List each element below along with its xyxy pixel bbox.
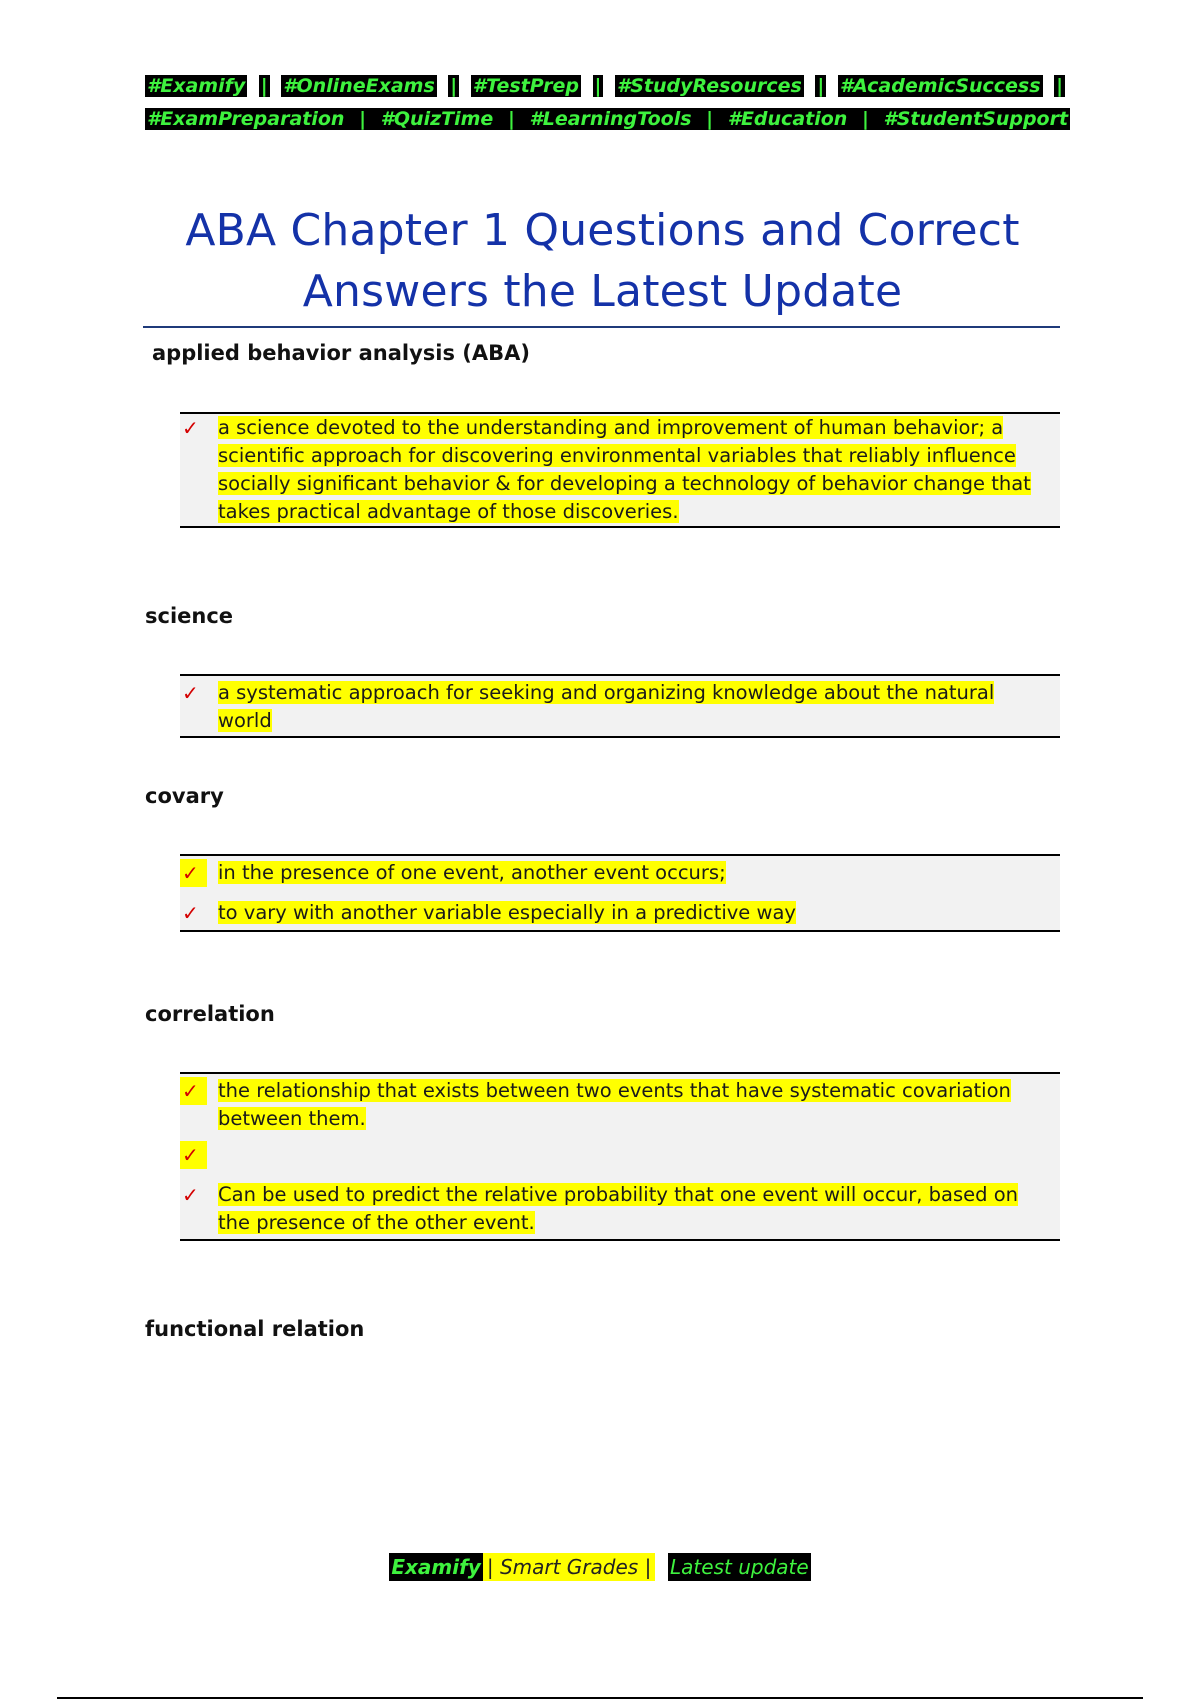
footer-brand: Examify xyxy=(391,1555,481,1579)
hashtag-line-1 xyxy=(145,70,1065,103)
hashtag: #ExamPreparation xyxy=(147,108,345,130)
hashtag: #TestPrep xyxy=(472,75,579,97)
bottom-divider xyxy=(57,1697,1143,1699)
checkmark-icon: ✓ xyxy=(182,901,199,925)
answer-line xyxy=(180,1181,1060,1237)
footer-separator: | xyxy=(644,1555,652,1579)
hashtag: #AcademicSuccess xyxy=(839,75,1041,97)
footer-right: Latest update xyxy=(670,1555,809,1579)
answer-line xyxy=(180,679,1060,735)
checkmark-icon: ✓ xyxy=(180,1077,207,1105)
answer-text: Can be used to predict the relative probability that one event will occur, based on the presence of the other event. xyxy=(218,1183,1018,1234)
answer-box xyxy=(180,854,1060,932)
checkmark-icon: ✓ xyxy=(182,416,199,440)
answer-box xyxy=(180,412,1060,528)
title-line-1: ABA Chapter 1 Questions and Correct xyxy=(185,205,1020,256)
checkmark-icon: ✓ xyxy=(180,1141,207,1169)
hashtag-separator: | xyxy=(260,75,268,97)
footer-separator: | xyxy=(486,1555,494,1579)
term-label: functional relation xyxy=(145,1317,365,1341)
term-label: applied behavior analysis (ABA) xyxy=(152,341,530,365)
hashtag: #Education xyxy=(727,108,848,130)
answer-text: a systematic approach for seeking and organizing knowledge about the natural world xyxy=(218,681,995,732)
checkmark-icon: ✓ xyxy=(182,681,199,705)
hashtag: #Examify xyxy=(147,75,246,97)
term-label: science xyxy=(145,604,234,628)
hashtag-header xyxy=(145,70,1069,136)
hashtag: #LearningTools xyxy=(529,108,692,130)
title-line-2: Answers the Latest Update xyxy=(302,266,903,317)
hashtag-separator: | xyxy=(359,108,367,130)
hashtag-separator: | xyxy=(1056,75,1064,97)
term-label: covary xyxy=(145,784,224,808)
hashtag-separator: | xyxy=(817,75,825,97)
page-footer xyxy=(0,1552,1200,1582)
answer-line xyxy=(180,414,1060,526)
answer-line xyxy=(180,859,1060,887)
checkmark-icon: ✓ xyxy=(180,859,207,887)
hashtag-separator: | xyxy=(706,108,714,130)
checkmark-icon: ✓ xyxy=(182,1183,199,1207)
hashtag-separator: | xyxy=(507,108,515,130)
hashtag: #StudentSupport xyxy=(883,108,1069,130)
answer-text: in the presence of one event, another event occurs; xyxy=(218,861,726,884)
hashtag: #StudyResources xyxy=(617,75,802,97)
title-divider xyxy=(143,326,1060,328)
document-title xyxy=(145,200,1060,322)
hashtag-separator: | xyxy=(861,108,869,130)
hashtag: #OnlineExams xyxy=(283,75,435,97)
answer-line xyxy=(180,899,1060,927)
hashtag-line-2 xyxy=(145,103,1069,136)
answer-line xyxy=(180,1141,1060,1169)
hashtag: #QuizTime xyxy=(380,108,494,130)
answer-text: the relationship that exists between two events that have systematic covariation between them. xyxy=(218,1079,1011,1130)
footer-middle: Smart Grades xyxy=(499,1555,639,1579)
answer-text: to vary with another variable especially in a predictive way xyxy=(218,901,796,924)
answer-box xyxy=(180,1072,1060,1241)
term-label: correlation xyxy=(145,1002,275,1026)
answer-box xyxy=(180,674,1060,738)
answer-text: a science devoted to the understanding and improvement of human behavior; a scientific approach for discovering environmental variables that reliably influence socially significant behavior & for developing a technology of behavior change that takes practical advantage of those discoveries. xyxy=(218,416,1031,523)
hashtag-separator: | xyxy=(450,75,458,97)
answer-line xyxy=(180,1077,1060,1133)
hashtag-separator: | xyxy=(594,75,602,97)
